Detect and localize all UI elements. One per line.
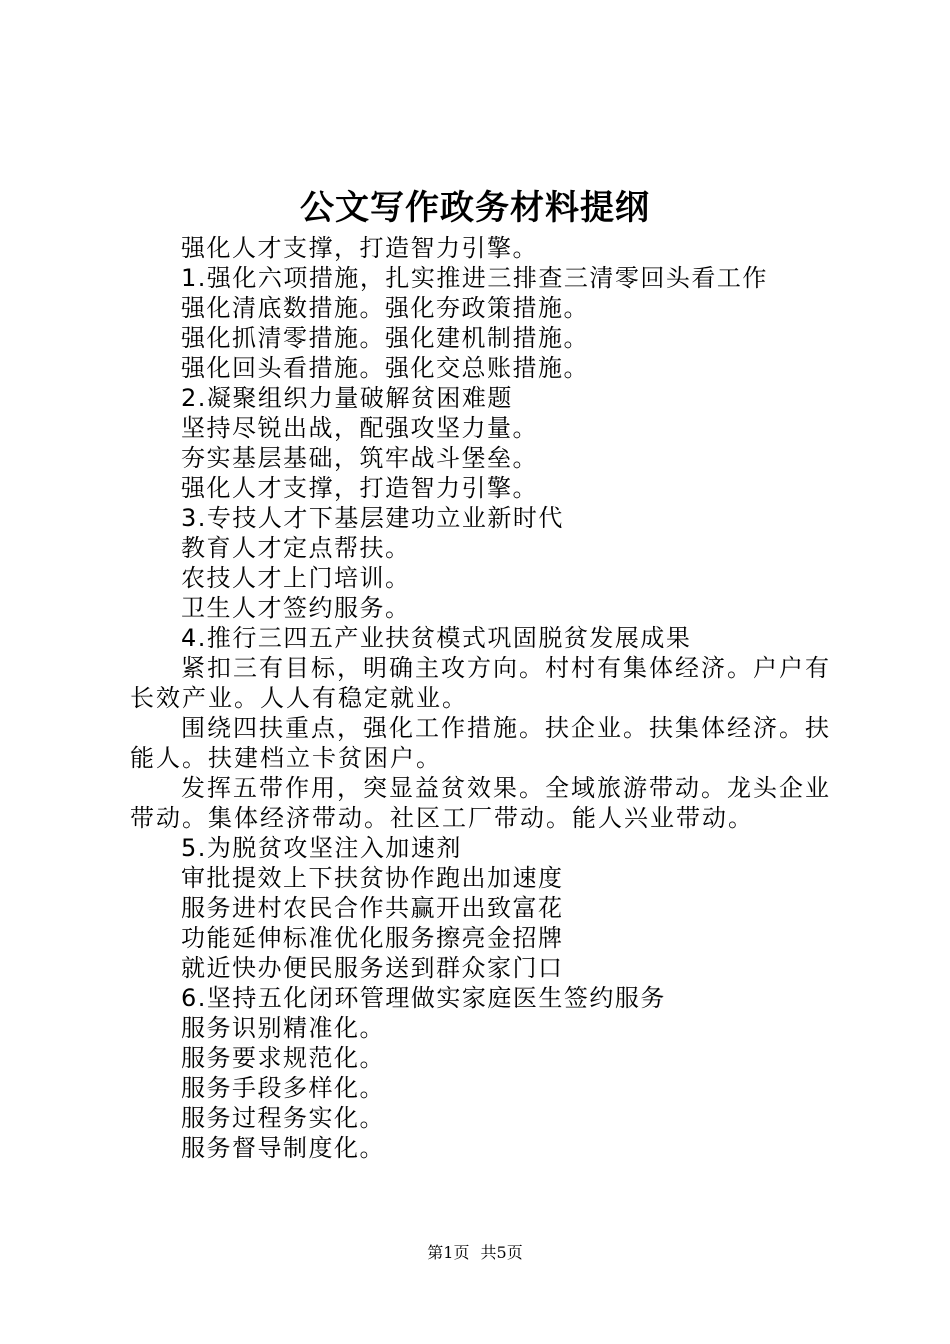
paragraph: 农技人才上门培训。 — [181, 564, 411, 592]
paragraph: 强化清底数措施。强化夯政策措施。 — [181, 294, 589, 322]
paragraph: 服务过程务实化。 — [181, 1104, 385, 1132]
paragraph: 审批提效上下扶贫协作跑出加速度 — [181, 864, 564, 892]
paragraph: 教育人才定点帮扶。 — [181, 534, 411, 562]
paragraph: 强化人才支撑，打造智力引擎。 — [181, 474, 538, 502]
page-footer — [0, 1242, 950, 1264]
section-heading: 6.坚持五化闭环管理做实家庭医生签约服务 — [181, 984, 666, 1012]
document-body — [130, 233, 832, 1163]
paragraph: 夯实基层基础，筑牢战斗堡垒。 — [181, 444, 538, 472]
paragraph: 强化人才支撑，打造智力引擎。 — [181, 234, 538, 262]
section-heading: 5.为脱贫攻坚注入加速剂 — [181, 834, 462, 862]
paragraph: 服务进村农民合作共赢开出致富花 — [181, 894, 564, 922]
section-heading: 3.专技人才下基层建功立业新时代 — [181, 504, 564, 532]
paragraph: 坚持尽锐出战，配强攻坚力量。 — [181, 414, 538, 442]
section-heading: 1.强化六项措施，扎实推进三排查三清零回头看工作 — [181, 264, 768, 292]
paragraph: 服务要求规范化。 — [181, 1044, 385, 1072]
paragraph: 强化抓清零措施。强化建机制措施。 — [181, 324, 589, 352]
paragraph: 卫生人才签约服务。 — [181, 594, 411, 622]
paragraph: 就近快办便民服务送到群众家门口 — [181, 954, 564, 982]
section-heading: 4.推行三四五产业扶贫模式巩固脱贫发展成果 — [181, 624, 692, 652]
page-title: 公文写作政务材料提纲 — [300, 188, 650, 228]
paragraph: 服务手段多样化。 — [181, 1074, 385, 1102]
paragraph: 紧扣三有目标，明确主攻方向。村村有集体经济。户户有长效产业。人人有稳定就业。 — [130, 654, 831, 712]
paragraph: 服务识别精准化。 — [181, 1014, 385, 1042]
paragraph: 功能延伸标准优化服务擦亮金招牌 — [181, 924, 564, 952]
page-total: 共5页 — [480, 1243, 523, 1262]
section-heading: 2.凝聚组织力量破解贫困难题 — [181, 384, 513, 412]
page-number: 第1页 — [427, 1243, 470, 1262]
paragraph: 服务督导制度化。 — [181, 1134, 385, 1162]
paragraph: 围绕四扶重点，强化工作措施。扶企业。扶集体经济。扶能人。扶建档立卡贫困户。 — [130, 714, 831, 772]
paragraph: 强化回头看措施。强化交总账措施。 — [181, 354, 589, 382]
paragraph: 发挥五带作用，突显益贫效果。全域旅游带动。龙头企业带动。集体经济带动。社区工厂带动。能人兴业带动。 — [130, 774, 831, 832]
